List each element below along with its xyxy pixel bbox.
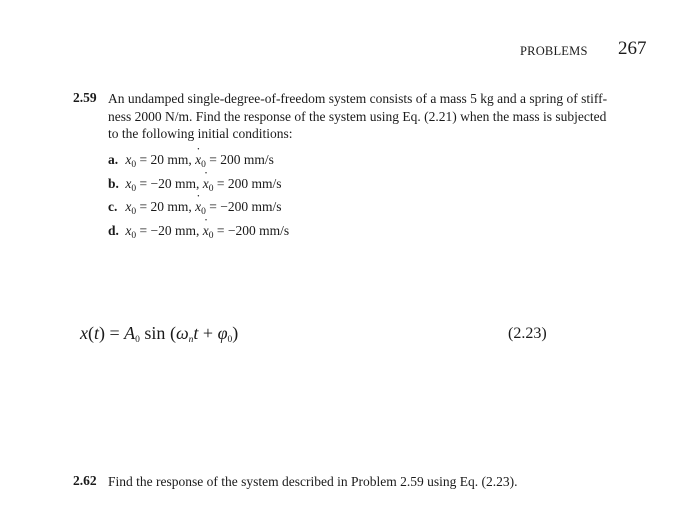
condition-a-x0: 20 mm [150, 152, 189, 167]
equation-number: (2.23) [508, 325, 547, 342]
condition-b-xdot0: 200 mm/s [227, 175, 282, 191]
running-header: PROBLEMS [520, 44, 588, 58]
condition-a-xdot0: 200 mm/s [220, 152, 274, 167]
equation-2-23: $x(t) = A_0$ $\sin (\omega_nt + \varphi_0)$ [80, 323, 239, 345]
condition-c: c. $x_0 = 20$ mm, ˙ $x_0 = -200$ mm/s [108, 198, 289, 222]
problem-2-59-statement [108, 90, 648, 143]
condition-d: d. $x_0 = -20$ mm, ˙ $x_0 = -200$ mm/s [108, 222, 289, 246]
problem-2-59-line-2: ness 2000 N/m. Find the response of the system using Eq. (2.21) when the mass is subjected [108, 108, 607, 124]
condition-d-xdot0: −200 mm/s [227, 222, 290, 238]
condition-c-xdot0: −200 mm/s [220, 199, 282, 214]
page-number: 267 [618, 38, 647, 59]
condition-b-x0: −20 mm [150, 175, 196, 191]
condition-c-x0: 20 mm [150, 199, 189, 214]
problem-2-59-line-1: An undamped single-degree-of-freedom system consists of a mass 5 kg and a spring of stiff- [108, 91, 608, 106]
problem-number-2-59: 2.59 [73, 90, 97, 105]
condition-d-x0: −20 mm [150, 222, 196, 238]
problem-number-2-62: 2.62 [73, 473, 97, 488]
initial-conditions-list [108, 151, 289, 245]
problem-2-62-statement: Find the response of the system described in Problem 2.59 using Eq. (2.23). [108, 474, 518, 489]
condition-a: a. $x_0 = 20$ mm, ˙ $x_0 = 200$ mm/s [108, 151, 289, 175]
problem-2-59-line-3: to the following initial conditions: [108, 126, 293, 141]
condition-b: b. $x_0 = -20$ mm, ˙ $x_0 = 200$ mm/s [108, 175, 289, 199]
